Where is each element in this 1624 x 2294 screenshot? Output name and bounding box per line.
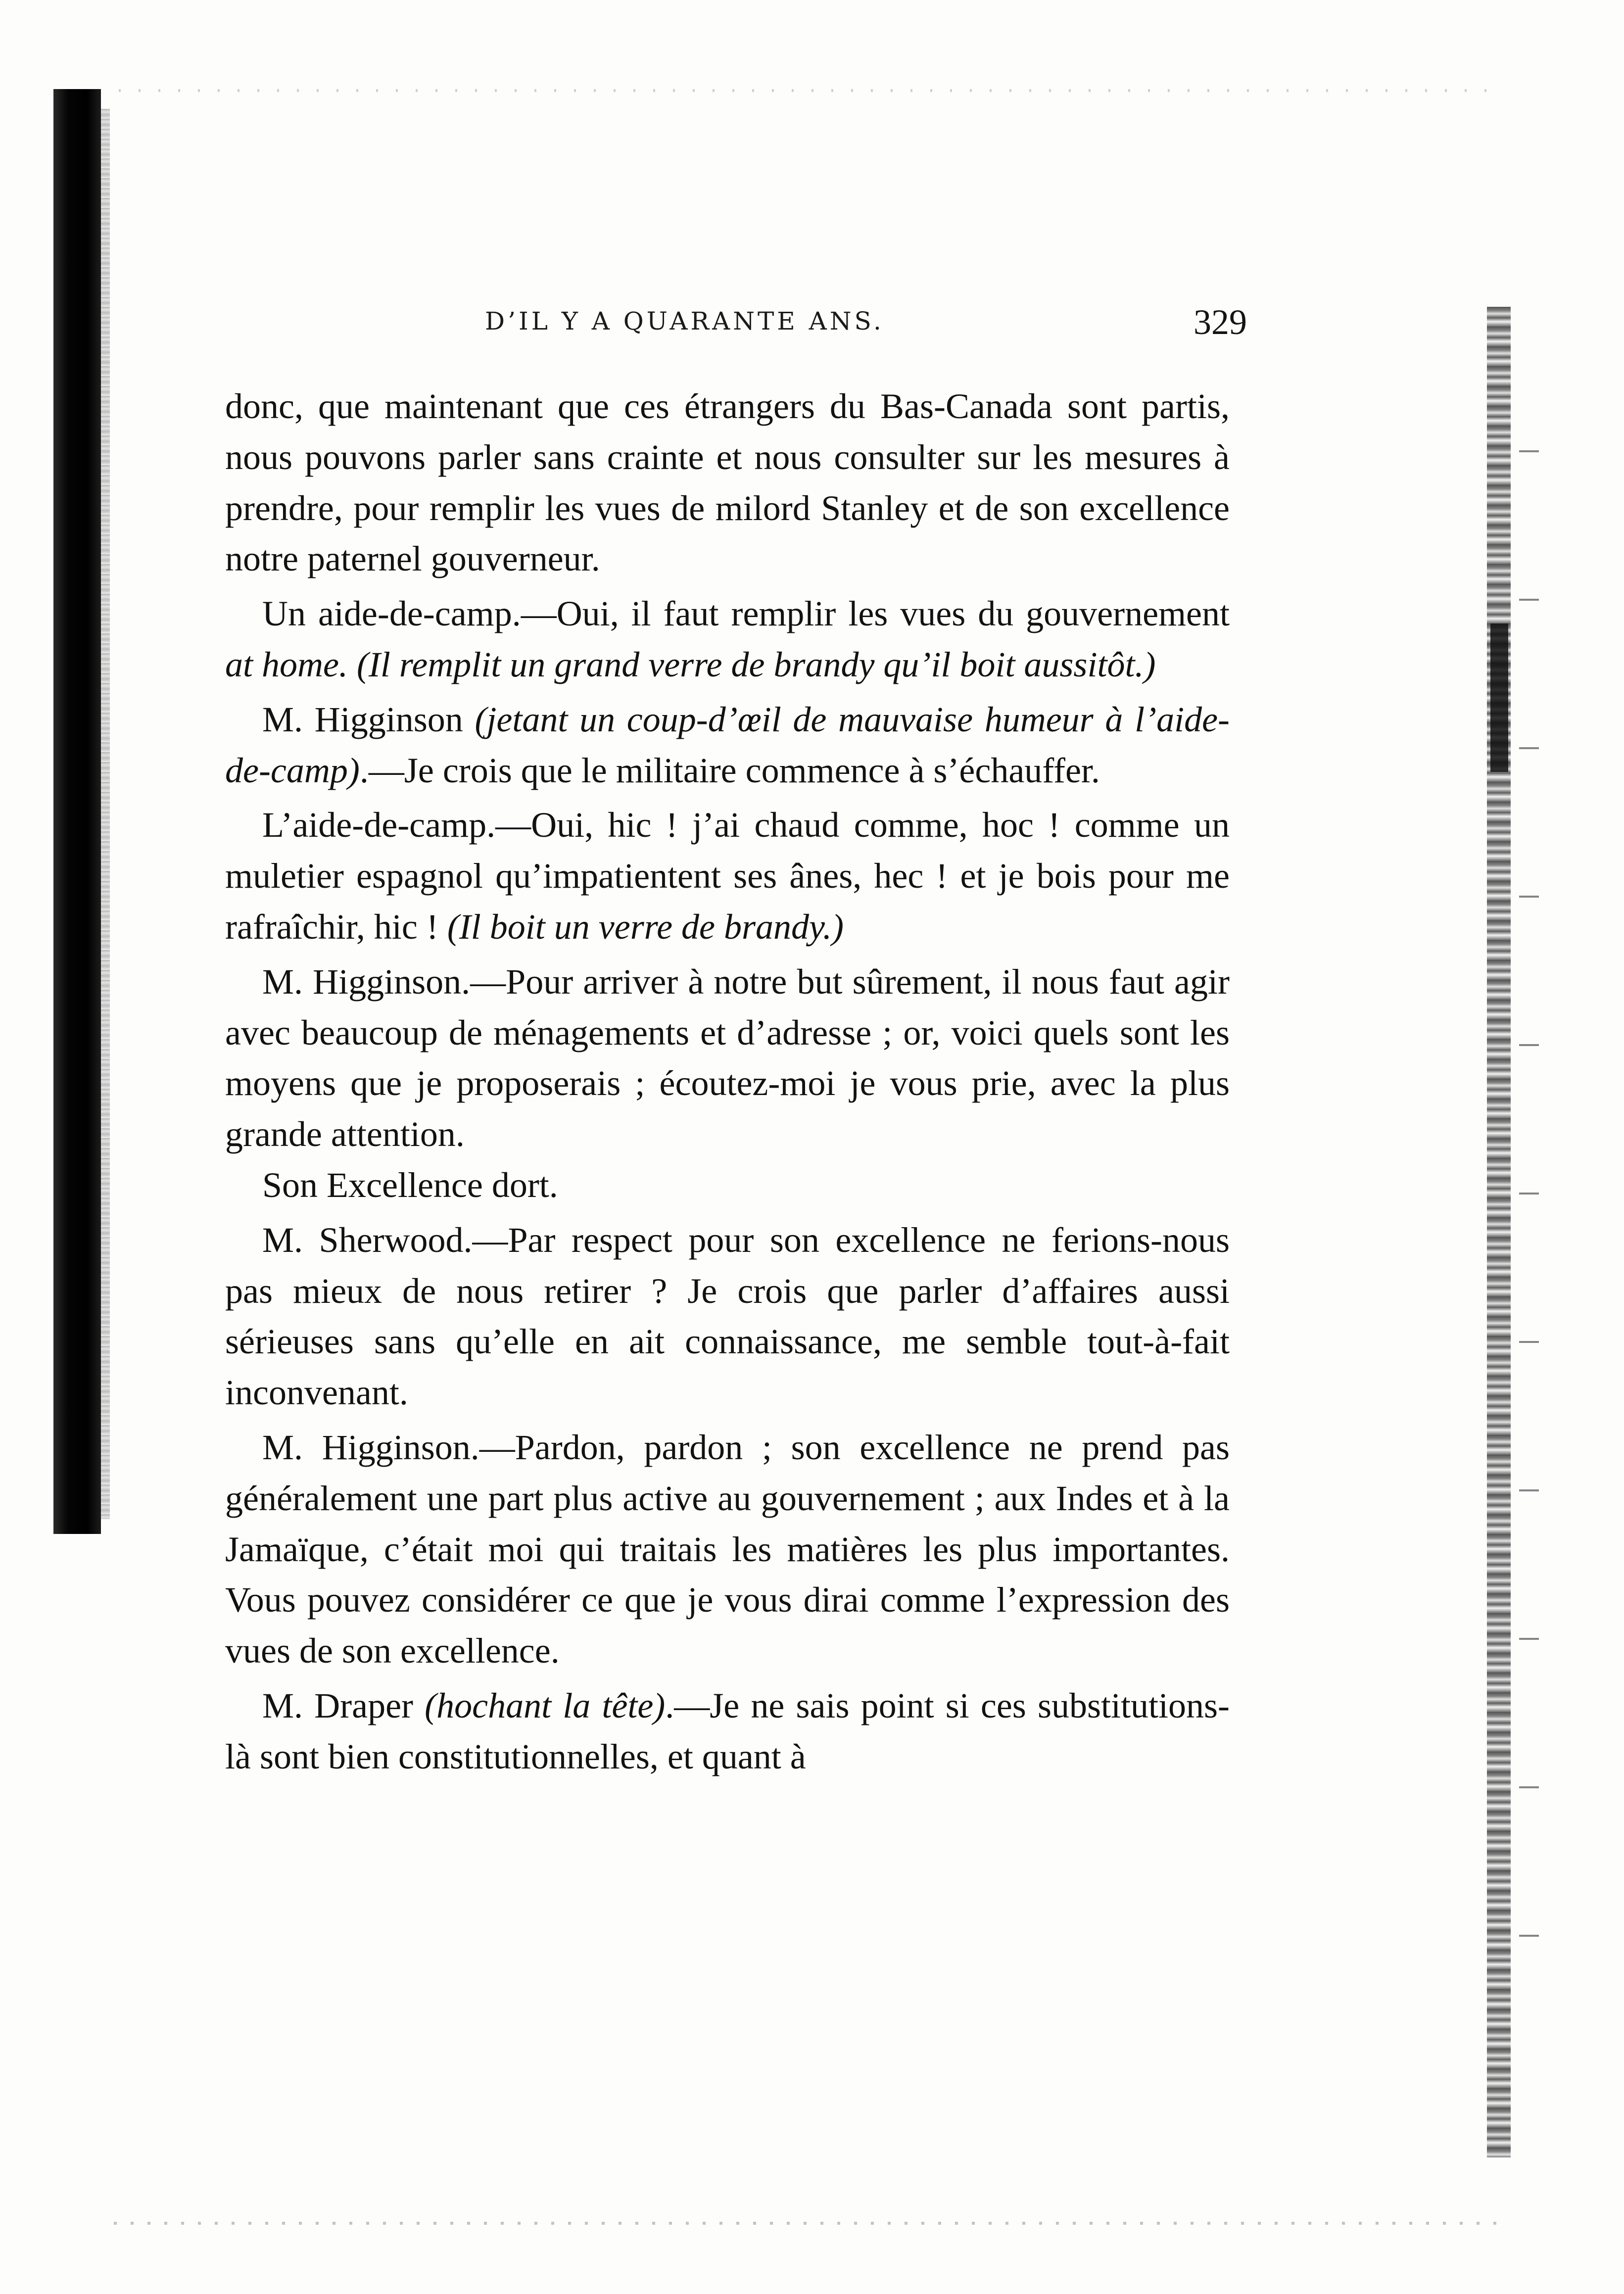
paragraph [225, 800, 1230, 952]
paragraph [225, 381, 1230, 584]
scan-bottom-noise [114, 2222, 1499, 2225]
text-segment: M. Sherwood.—Par respect pour son excellence ne ferions-nous pas mieux de nous retirer ? Je crois que parler d’affaires aussi sérieuses sans qu’elle en ait connaissance, me semble tout-à-fait inconvenant. [225, 1220, 1230, 1413]
scan-binding-edge [101, 109, 110, 1519]
text-segment: L’aide-de-camp.—Oui, hic ! j’ai chaud comme, hoc ! comme un muletier espagnol qu’impatientent ses ânes, hec ! et je bois pour me rafraîchir, hic ! [225, 805, 1230, 947]
paragraph [225, 588, 1230, 690]
scan-right-edge-mark [1490, 623, 1508, 772]
page-header [228, 302, 1247, 356]
italic-text-segment: (Il boit un verre de brandy.) [447, 907, 844, 947]
italic-text-segment: (hochant la tête) [425, 1685, 666, 1725]
scan-right-edge-strip [1487, 307, 1511, 2157]
paragraph [225, 1215, 1230, 1418]
scan-binding-shadow [53, 89, 101, 1534]
paragraph [225, 1422, 1230, 1676]
paragraph [225, 1680, 1230, 1782]
page-number: 329 [1194, 302, 1247, 342]
text-segment: M. Draper [262, 1685, 425, 1725]
text-segment: Un aide-de-camp.—Oui, il faut remplir les vues du gouvernement [262, 594, 1230, 634]
italic-text-segment: (jetant un coup-d’œil de mauvaise humeur à l’aide-de-camp) [225, 699, 1230, 790]
scan-right-ticks [1519, 376, 1539, 2009]
paragraph [225, 956, 1230, 1160]
text-segment: donc, que maintenant que ces étrangers du Bas-Canada sont partis, nous pouvons parler sans crainte et nous consulter sur les mesures à prendre, pour remplir les vues de milord Stanley et de son excellence notre paternel gouverneur. [225, 386, 1230, 579]
text-segment: M. Higginson.—Pardon, pardon ; son excellence ne prend pas généralement une part plus active au gouvernement ; aux Indes et à la Jamaïque, c’était moi qui traitais les matières les plus importantes. Vous pouvez considérer ce que je vous dirai comme l’expression des vues de son excellence. [225, 1427, 1230, 1671]
text-segment: Son Excellence dort. [262, 1165, 558, 1205]
paragraph [225, 694, 1230, 796]
running-head: D’IL Y A QUARANTE ANS. [485, 307, 884, 335]
paragraph [225, 1160, 1230, 1211]
body-text [225, 381, 1230, 1782]
text-segment: M. Higginson.—Pour arriver à notre but sûrement, il nous faut agir avec beaucoup de ménagements et d’adresse ; or, voici quels sont les moyens que je proposerais ; écoutez-moi je vous prie, avec la plus grande attention. [225, 961, 1230, 1154]
text-segment: .—Je ne sais point si ces substitutions-là sont bien constitutionnelles, et quant à [225, 1685, 1230, 1776]
text-segment: M. Higginson [262, 699, 475, 739]
text-segment: .—Je crois que le militaire commence à s’échauffer. [359, 750, 1100, 790]
scan-top-noise [119, 89, 1504, 92]
italic-text-segment: at home. (Il remplit un grand verre de brandy qu’il boit aussitôt.) [225, 644, 1156, 684]
